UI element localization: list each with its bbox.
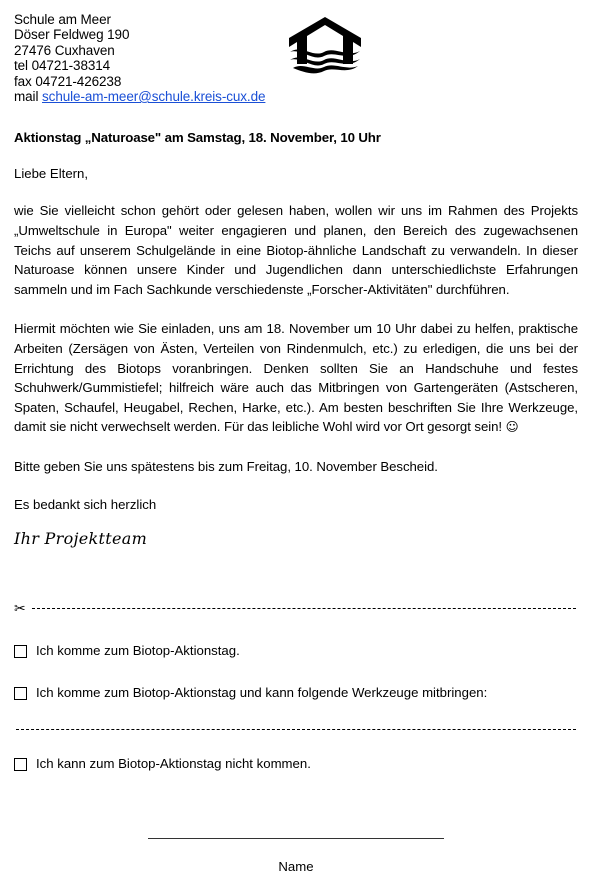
- body-paragraph-3: Bitte geben Sie uns spätestens bis zum Freitag, 10. November Bescheid.: [14, 458, 438, 474]
- school-fax: fax 04721-426238: [14, 73, 122, 89]
- school-street: Döser Feldweg 190: [14, 27, 130, 43]
- name-signature-rule[interactable]: [148, 838, 444, 839]
- cut-dashed-line: [32, 608, 576, 609]
- name-field: [14, 838, 578, 874]
- email-label: mail: [14, 89, 43, 105]
- house-and-waves-logo: [287, 14, 365, 74]
- page-title: Aktionstag „Naturoase" am Samstag, 18. November, 10 Uhr: [14, 130, 381, 146]
- checkbox-attend-with-tools[interactable]: [14, 687, 27, 700]
- cut-here-row: [14, 601, 578, 617]
- body-paragraph-1: wie Sie vielleicht schon gehört oder gelesen haben, wollen wir uns im Rahmen des Projekts „Umweltschule in Europa" weiter engagieren und planen, den Bereich des zugewachsenen Teichs auf unserem Schulgelände in eine Biotop-ähnliche Landschaft zu verwandeln. In dieser Naturoase können unsere Kinder und Jugendlichen dann unterschiedlichste Erfahrungen sammeln und im Fach Sachkunde verschiedenste „Forscher-Aktivitäten" durchführen.: [14, 203, 578, 297]
- letterhead: [14, 12, 578, 104]
- smiley-icon: ☺: [505, 419, 519, 435]
- reply-option-attend-with-tools[interactable]: [14, 685, 578, 701]
- reply-option-attend[interactable]: [14, 643, 578, 659]
- tools-write-in-line[interactable]: [16, 729, 576, 730]
- school-name: Schule am Meer: [14, 12, 111, 27]
- scissors-icon: ✂: [14, 600, 26, 617]
- signature-line: Ihr Projektteam: [14, 528, 148, 548]
- checkbox-attend[interactable]: [14, 645, 27, 658]
- school-city: 27476 Cuxhaven: [14, 42, 115, 58]
- body-paragraph-2: [14, 319, 578, 437]
- email-link[interactable]: schule-am-meer@schule.kreis-cux.de: [42, 89, 266, 105]
- reply-option-attend-with-tools-label: Ich komme zum Biotop-Aktionstag und kann folgende Werkzeuge mitbringen:: [36, 684, 488, 700]
- reply-option-cannot-attend-label: Ich kann zum Biotop-Aktionstag nicht kommen.: [36, 755, 311, 771]
- school-address-block: [14, 12, 265, 104]
- reply-option-attend-label: Ich komme zum Biotop-Aktionstag.: [36, 642, 240, 658]
- closing-line: Es bedankt sich herzlich: [14, 496, 157, 512]
- reply-option-cannot-attend[interactable]: [14, 756, 578, 772]
- school-email-line: [14, 89, 265, 104]
- school-telephone: tel 04721-38314: [14, 58, 111, 74]
- checkbox-cannot-attend[interactable]: [14, 758, 27, 771]
- salutation: Liebe Eltern,: [14, 166, 89, 182]
- body-paragraph-2-text: Hiermit möchten wie Sie einladen, uns am 18. November um 10 Uhr dabei zu helfen, praktische Arbeiten (Zersägen von Ästen, Verteilen von Rindenmulch, etc.) zu erledigen, die uns bei der Errichtung des Biotops voranbringen. Denken sollten Sie an Handschuhe und festes Schuhwerk/Gummistiefel; hilfreich wäre auch das Mitbringen von Gartengeräten (Astscheren, Spaten, Schaufel, Heugabel, Rechen, Harke, etc.). Am besten beschriften Sie Ihre Werkzeuge, damit sie nicht verwechselt werden. Für das leibliche Wohl wird vor Ort gesorgt sein!: [14, 321, 578, 435]
- name-caption: Name: [278, 858, 314, 874]
